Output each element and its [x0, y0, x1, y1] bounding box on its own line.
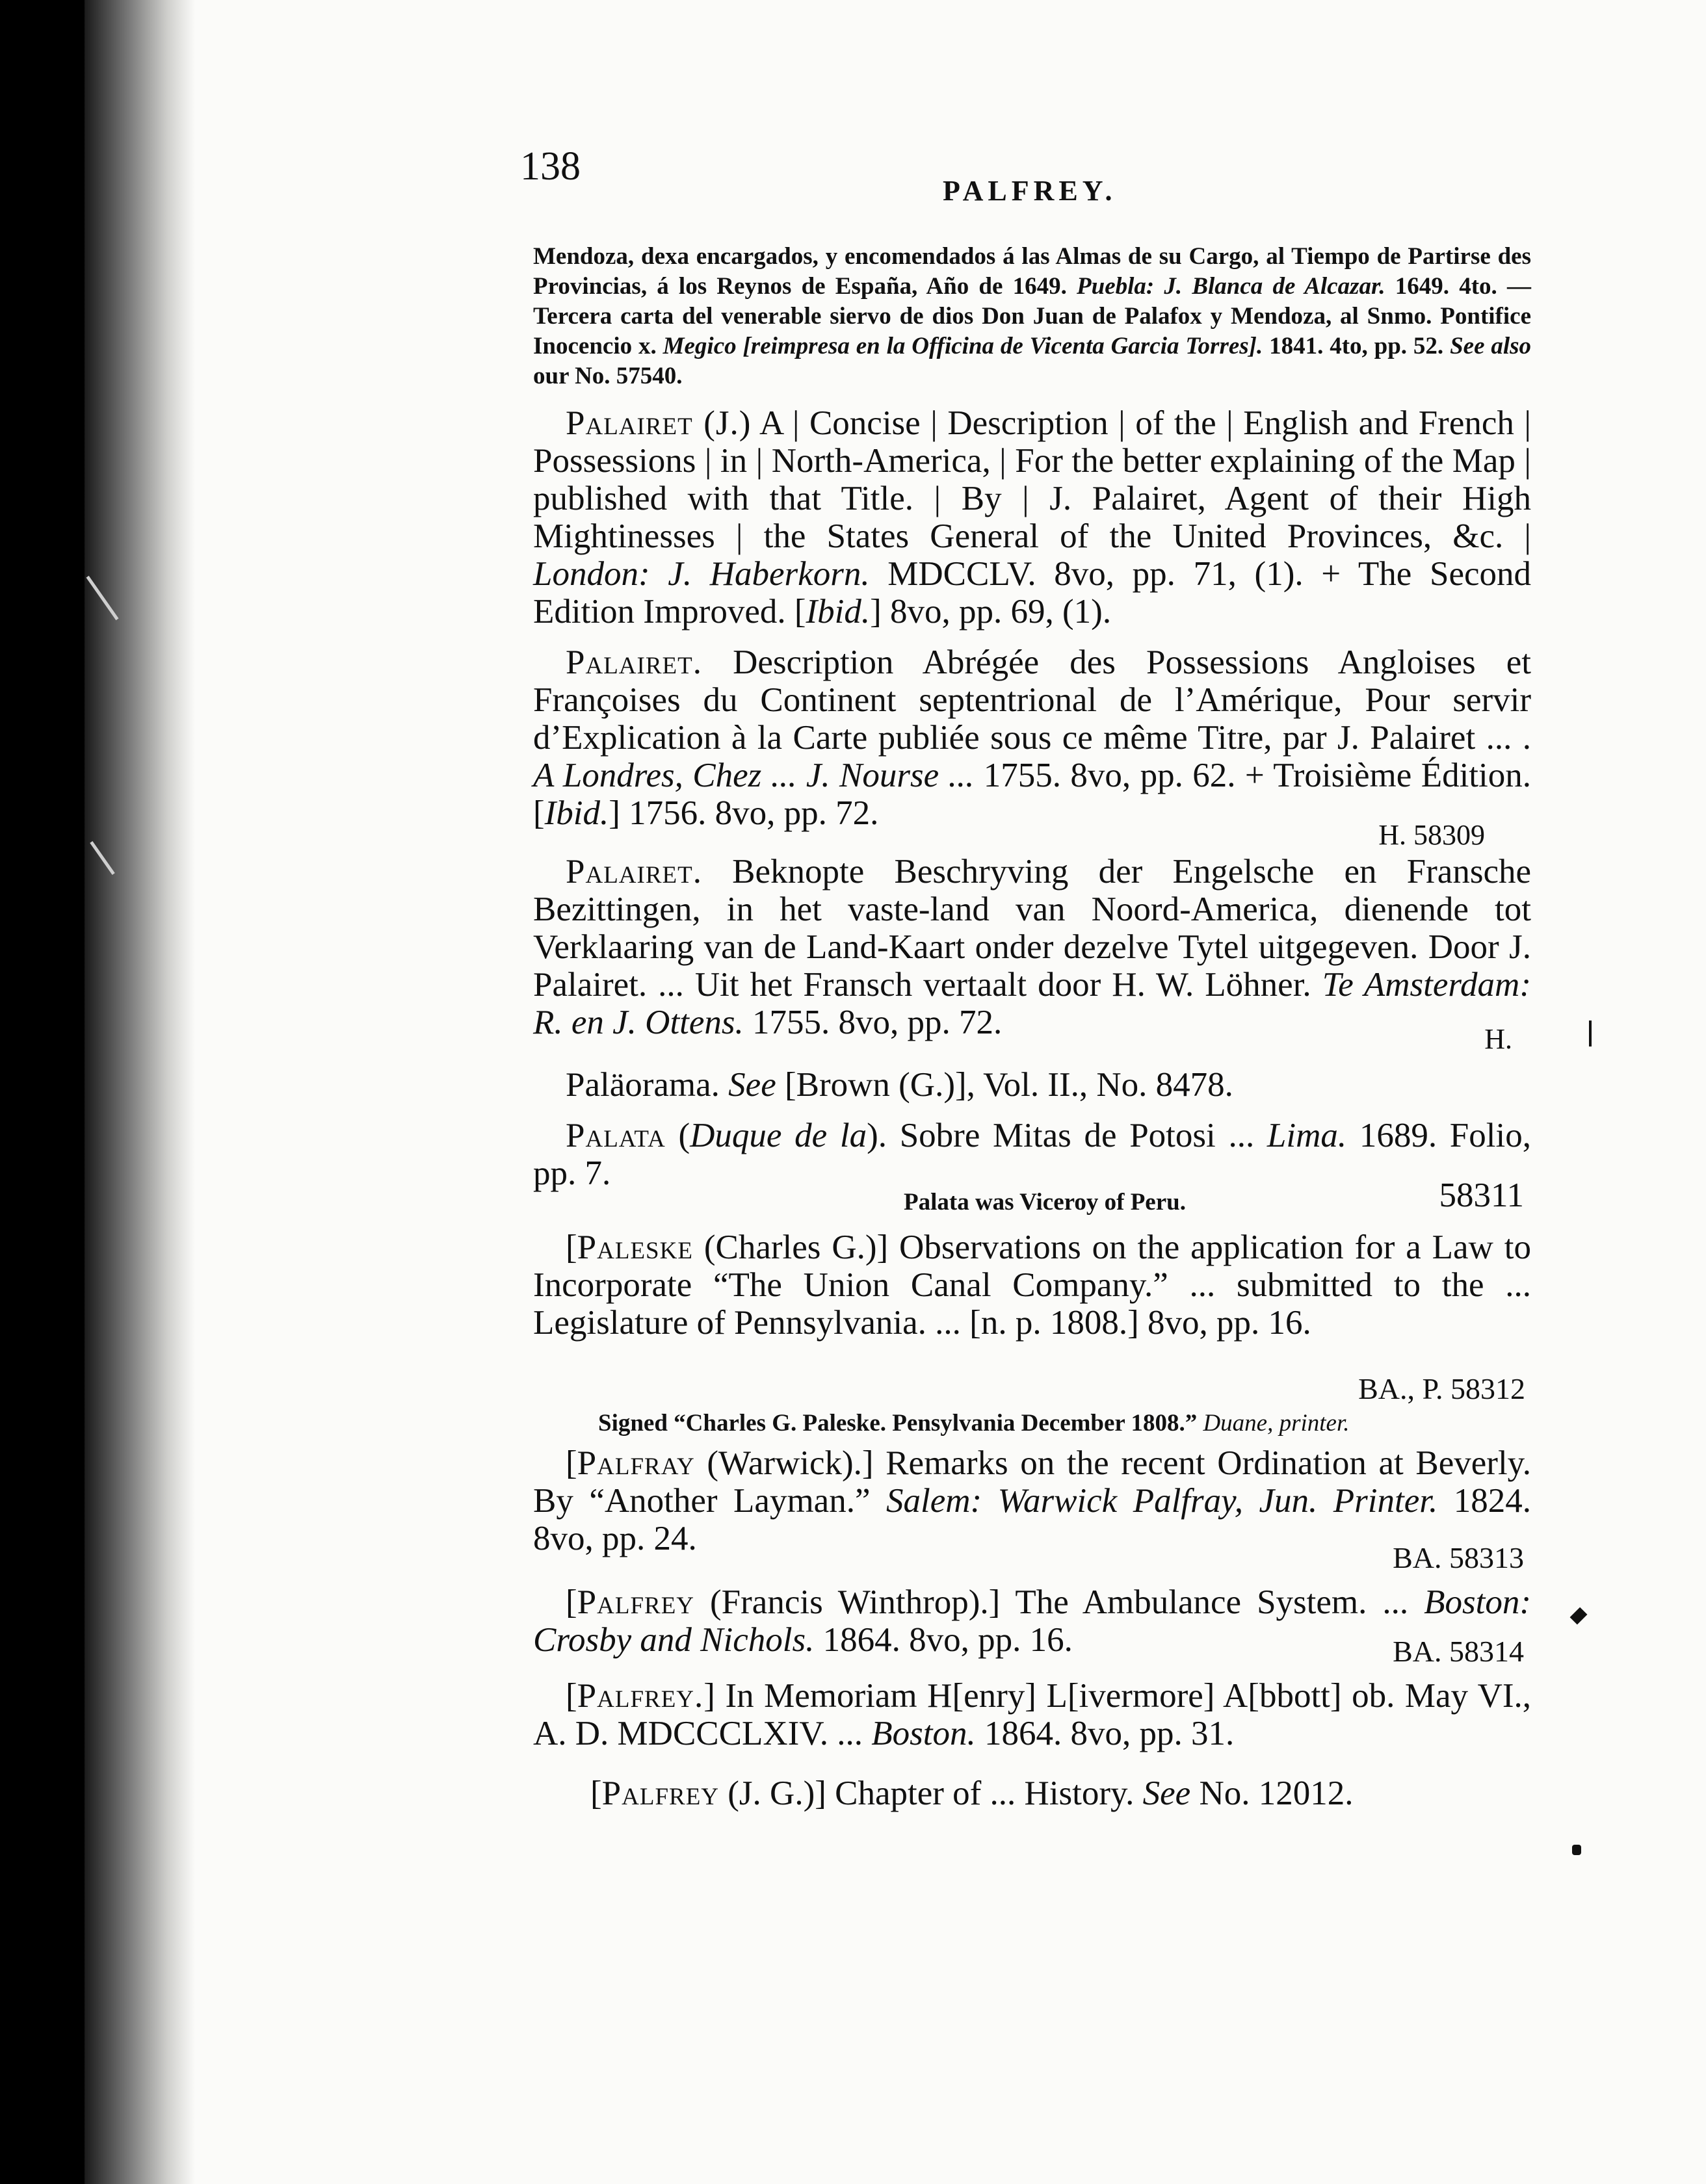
catalog-number: 58311	[1439, 1176, 1524, 1214]
entry-palairet-beknopte: Palairet. Beknopte Beschryving der Engelsche en Fransche Bezittingen, in het vaste-land van Noord-America, dienende tot Verklaaring van de Land-Kaart onder dezelve Tytel uitgegeven. Door J. Palairet. ... Uit het Fransch vertaalt door H. W. Löhner. Te Amsterdam: R. en J. Ottens. 1755. 8vo, pp. 72.	[533, 853, 1531, 1041]
running-head: PALFREY.	[943, 175, 1117, 207]
entry-palairet-abregee: Palairet. Description Abrégée des Possessions Angloises et Françoises du Continent septentrional de l’Amérique, Pour servir d’Explication à la Carte publiée sous ce même Titre, par J. Palairet ... . A Londres, Chez ... J. Nourse ... 1755. 8vo, pp. 62. + Troisième Édition. [Ibid.] 1756. 8vo, pp. 72.	[533, 644, 1531, 832]
entry-palfrey-francis: [Palfrey (Francis Winthrop).] The Ambulance System. ... Boston: Crosby and Nichols. 1864. 8vo, pp. 16.	[533, 1583, 1531, 1659]
catalog-number: H.	[1484, 1023, 1512, 1055]
catalog-number: H. 58309	[1378, 819, 1485, 851]
entry-palata: Palata (Duque de la). Sobre Mitas de Potosi ... Lima. 1689. Folio, pp. 7.	[533, 1117, 1531, 1192]
entry-note: Palata was Viceroy of Peru.	[904, 1189, 1186, 1216]
continuation-paragraph: Mendoza, dexa encargados, y encomendados á las Almas de su Cargo, al Tiempo de Partirse des Provincias, á los Reynos de España, Año de 1649. Puebla: J. Blanca de Alcazar. 1649. 4to. — Tercera carta del venerable siervo de dios Don Juan de Palafox y Mendoza, al Snmo. Pontifice Inocencio x. Megico [reimpresa en la Officina de Vicenta Garcia Torres]. 1841. 4to, pp. 52. See also our No. 57540.	[533, 243, 1532, 389]
page-content	[85, 0, 1706, 2184]
page-number: 138	[520, 144, 581, 188]
catalog-number: BA. 58313	[1393, 1541, 1524, 1574]
entry-note: Signed “Charles G. Paleske. Pensylvania December 1808.” Duane, printer.	[598, 1410, 1350, 1436]
entry-paleske: [Paleske (Charles G.)] Observations on the application for a Law to Incorporate “The Union Canal Company.” ... submitted to the ... Legislature of Pennsylvania. ... [n. p. 1808.] 8vo, pp. 16.	[533, 1228, 1531, 1342]
entry-palfrey-memoriam: [Palfrey.] In Memoriam H[enry] L[ivermore] A[bbott] ob. May VI., A. D. MDCCCLXIV. ... Boston. 1864. 8vo, pp. 31.	[533, 1677, 1531, 1752]
catalog-number: BA., P. 58312	[1358, 1372, 1525, 1405]
entry-palaorama: Paläorama. See [Brown (G.)], Vol. II., No. 8478.	[566, 1066, 1233, 1104]
catalog-number: BA. 58314	[1393, 1635, 1524, 1668]
scan-border	[0, 0, 91, 2184]
entry-palfray: [Palfray (Warwick).] Remarks on the recent Ordination at Beverly. By “Another Layman.” Salem: Warwick Palfray, Jun. Printer. 1824. 8vo, pp. 24.	[533, 1444, 1531, 1557]
book-page	[85, 0, 1706, 2184]
entry-palairet-concise: Palairet (J.) A | Concise | Description | of the | English and French | Possessions | in | North-America, | For the better explaining of the Map | published with that Title. | By | J. Palairet, Agent of their High Mightinesses | the States General of the United Provinces, &c. | London: J. Haberkorn. MDCCLV. 8vo, pp. 71, (1). + The Second Edition Improved. [Ibid.] 8vo, pp. 69, (1).	[533, 404, 1531, 630]
entry-palfrey-jg: [Palfrey (J. G.)] Chapter of ... History. See No. 12012.	[590, 1774, 1354, 1812]
